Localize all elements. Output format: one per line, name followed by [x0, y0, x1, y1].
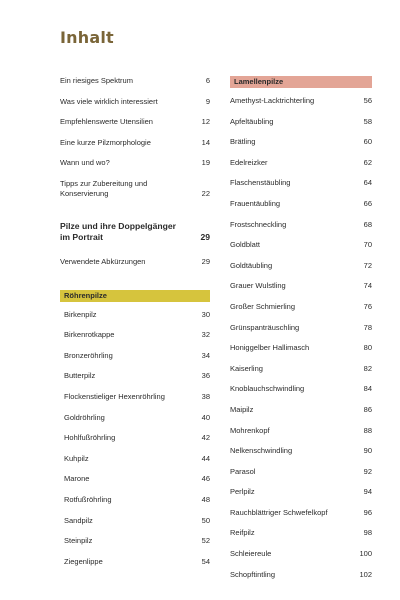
toc-entry[interactable] — [60, 433, 210, 454]
toc-entry-page: 58 — [363, 116, 372, 126]
toc-entry[interactable] — [60, 557, 210, 578]
toc-entry-page: 32 — [201, 330, 210, 340]
toc-entry-page: 60 — [363, 137, 372, 147]
toc-entry[interactable] — [60, 138, 210, 159]
toc-entry-page: 96 — [363, 507, 372, 517]
toc-entry[interactable] — [230, 508, 372, 529]
toc-entry-label: Eine kurze Pilzmorphologie — [60, 137, 151, 147]
toc-entry-label: Schopftintling — [230, 569, 276, 579]
toc-entry[interactable] — [230, 323, 372, 344]
toc-entry-page: 52 — [201, 536, 210, 546]
toc-entry-label: Mohrenkopf — [230, 425, 270, 435]
toc-entry[interactable] — [230, 240, 372, 261]
toc-entry-label: Bronzeröhrling — [64, 350, 113, 360]
toc-entry-label: Amethyst-Lacktrichterling — [230, 96, 315, 105]
toc-entry-label: Kuhpilz — [64, 453, 89, 463]
toc-entry[interactable] — [230, 117, 372, 138]
toc-entry[interactable] — [60, 495, 210, 516]
toc-entry[interactable] — [230, 220, 372, 241]
toc-entry-label: Parasol — [230, 466, 256, 476]
toc-entry[interactable] — [230, 467, 372, 488]
toc-entry-label: Frostschneckling — [230, 219, 287, 229]
toc-entry-page: 19 — [201, 158, 210, 168]
toc-entry-page: 90 — [363, 446, 372, 456]
toc-entry-label: Goldblatt — [230, 240, 261, 250]
toc-entry-label: Flaschenstäubling — [230, 178, 291, 188]
toc-entry-page: 22 — [201, 188, 210, 198]
toc-entry-label: Maipilz — [230, 404, 254, 414]
toc-entry-page: 72 — [363, 260, 372, 270]
toc-entry-page: 46 — [201, 474, 210, 484]
toc-entry-label: Rauchblättriger Schwefelkopf — [230, 507, 328, 517]
toc-entry-label: Steinpilz — [64, 536, 93, 546]
toc-entry-page: 9 — [205, 96, 210, 106]
toc-entry[interactable] — [60, 257, 210, 278]
toc-entry-page: 44 — [201, 453, 210, 463]
toc-entry[interactable] — [230, 261, 372, 282]
toc-entry-page: 6 — [205, 76, 210, 85]
toc-entry-page: 64 — [363, 178, 372, 188]
toc-entry[interactable] — [60, 413, 210, 434]
toc-entry-page: 84 — [363, 384, 372, 394]
toc-entry-label: Schleiereule — [230, 549, 272, 559]
toc-right-column — [230, 76, 372, 590]
toc-entry[interactable] — [230, 446, 372, 467]
toc-entry[interactable] — [230, 96, 372, 117]
toc-entry-label: Tipps zur Zubereitung und Konservierung — [60, 178, 148, 198]
toc-entry[interactable] — [230, 528, 372, 549]
toc-entry-label: Frauentäubling — [230, 198, 281, 208]
toc-entry[interactable] — [230, 343, 372, 364]
toc-entry-label: Empfehlenswerte Utensilien — [60, 117, 153, 127]
toc-entry-page: 50 — [201, 515, 210, 525]
toc-entry-label: Marone — [64, 474, 90, 484]
toc-entry-page: 102 — [359, 569, 372, 579]
toc-entry-page: 94 — [363, 487, 372, 497]
toc-entry[interactable] — [230, 549, 372, 570]
toc-entry-label: Ein riesiges Spektrum — [60, 76, 133, 85]
toc-section-portrait[interactable] — [60, 221, 210, 257]
toc-entry-page: 14 — [201, 137, 210, 147]
toc-entry-label: Grünspanträuschling — [230, 322, 300, 332]
toc-entry-page: 62 — [363, 157, 372, 167]
toc-section-label: Pilze und ihre Doppelgänger im Portrait — [60, 220, 177, 242]
toc-entry-page: 48 — [201, 494, 210, 504]
toc-entry-label: Butterpilz — [64, 371, 96, 381]
toc-entry[interactable] — [60, 330, 210, 351]
roehrenpilze-header: Röhrenpilze — [60, 290, 210, 302]
toc-entry-label: Was viele wirklich interessiert — [60, 96, 158, 106]
toc-entry[interactable] — [230, 302, 372, 323]
toc-entry[interactable] — [60, 516, 210, 537]
toc-entry[interactable] — [230, 364, 372, 385]
toc-entry-label: Reifpilz — [230, 528, 255, 538]
toc-entry-page: 78 — [363, 322, 372, 332]
toc-entry-page: 12 — [201, 117, 210, 127]
toc-entry[interactable] — [230, 178, 372, 199]
toc-entry-page: 100 — [359, 549, 372, 559]
toc-entry-label: Apfeltäubling — [230, 116, 274, 126]
toc-entry-label: Ziegenlippe — [64, 556, 103, 566]
toc-entry[interactable] — [60, 474, 210, 495]
toc-entry-label: Verwendete Abkürzungen — [60, 256, 146, 266]
toc-entry-label: Goldtäubling — [230, 260, 273, 270]
toc-entry-label: Birkenrotkappe — [64, 330, 115, 340]
toc-entry-label: Großer Schmierling — [230, 301, 296, 311]
toc-entry-page: 38 — [201, 391, 210, 401]
toc-entry-page: 30 — [201, 309, 210, 319]
toc-entry-page: 36 — [201, 371, 210, 381]
toc-entry[interactable] — [60, 454, 210, 475]
toc-entry-label: Grauer Wulstling — [230, 281, 286, 291]
toc-entry[interactable] — [60, 179, 210, 215]
toc-entry[interactable] — [230, 384, 372, 405]
toc-entry-page: 42 — [201, 433, 210, 443]
toc-entry[interactable] — [230, 199, 372, 220]
toc-entry[interactable] — [60, 158, 210, 179]
toc-entry-page: 56 — [363, 96, 372, 105]
toc-entry-page: 76 — [363, 301, 372, 311]
toc-entry[interactable] — [60, 117, 210, 138]
toc-entry-label: Perlpilz — [230, 487, 255, 497]
toc-entry-page: 40 — [201, 412, 210, 422]
toc-entry[interactable] — [230, 487, 372, 508]
toc-entry[interactable] — [60, 97, 210, 118]
toc-entry-label: Goldröhrling — [64, 412, 105, 422]
toc-entry-label: Wann und wo? — [60, 158, 110, 168]
toc-entry-page: 98 — [363, 528, 372, 538]
toc-entry-label: Kaiserling — [230, 363, 263, 373]
toc-entry-label: Hohlfußröhrling — [64, 433, 116, 443]
toc-entry[interactable] — [230, 158, 372, 179]
toc-entry-page: 29 — [201, 256, 210, 266]
toc-entry-label: Brätling — [230, 137, 256, 147]
toc-entry[interactable] — [230, 570, 372, 591]
toc-entry[interactable] — [60, 371, 210, 392]
toc-entry[interactable] — [230, 281, 372, 302]
toc-entry-page: 54 — [201, 556, 210, 566]
toc-entry-page: 68 — [363, 219, 372, 229]
toc-section-page: 29 — [200, 231, 210, 242]
toc-entry-label: Rotfußröhrling — [64, 494, 112, 504]
lamellenpilze-header: Lamellenpilze — [230, 76, 372, 88]
toc-entry[interactable] — [60, 536, 210, 557]
toc-entry-page: 66 — [363, 198, 372, 208]
toc-entry[interactable] — [60, 351, 210, 372]
toc-entry[interactable] — [60, 310, 210, 331]
toc-entry[interactable] — [230, 405, 372, 426]
toc-entry-page: 80 — [363, 343, 372, 353]
toc-entry-label: Birkenpilz — [64, 309, 97, 319]
toc-entry-label: Edelreizker — [230, 157, 268, 167]
toc-entry-label: Honiggelber Hallimasch — [230, 343, 310, 353]
toc-entry[interactable] — [60, 392, 210, 413]
toc-entry-page: 92 — [363, 466, 372, 476]
toc-entry-page: 82 — [363, 363, 372, 373]
toc-left-column — [60, 76, 210, 577]
toc-entry-page: 74 — [363, 281, 372, 291]
toc-entry-page: 88 — [363, 425, 372, 435]
toc-entry[interactable] — [60, 76, 210, 97]
toc-entry-page: 34 — [201, 350, 210, 360]
toc-entry[interactable] — [230, 426, 372, 447]
page-title: Inhalt — [60, 28, 114, 47]
toc-entry-page: 86 — [363, 404, 372, 414]
toc-entry-label: Sandpilz — [64, 515, 93, 525]
toc-entry[interactable] — [230, 137, 372, 158]
toc-entry-label: Flockenstieliger Hexenröhrling — [64, 391, 165, 401]
toc-entry-label: Knoblauchschwindling — [230, 384, 305, 394]
toc-entry-page: 70 — [363, 240, 372, 250]
toc-entry-label: Nelkenschwindling — [230, 446, 293, 456]
